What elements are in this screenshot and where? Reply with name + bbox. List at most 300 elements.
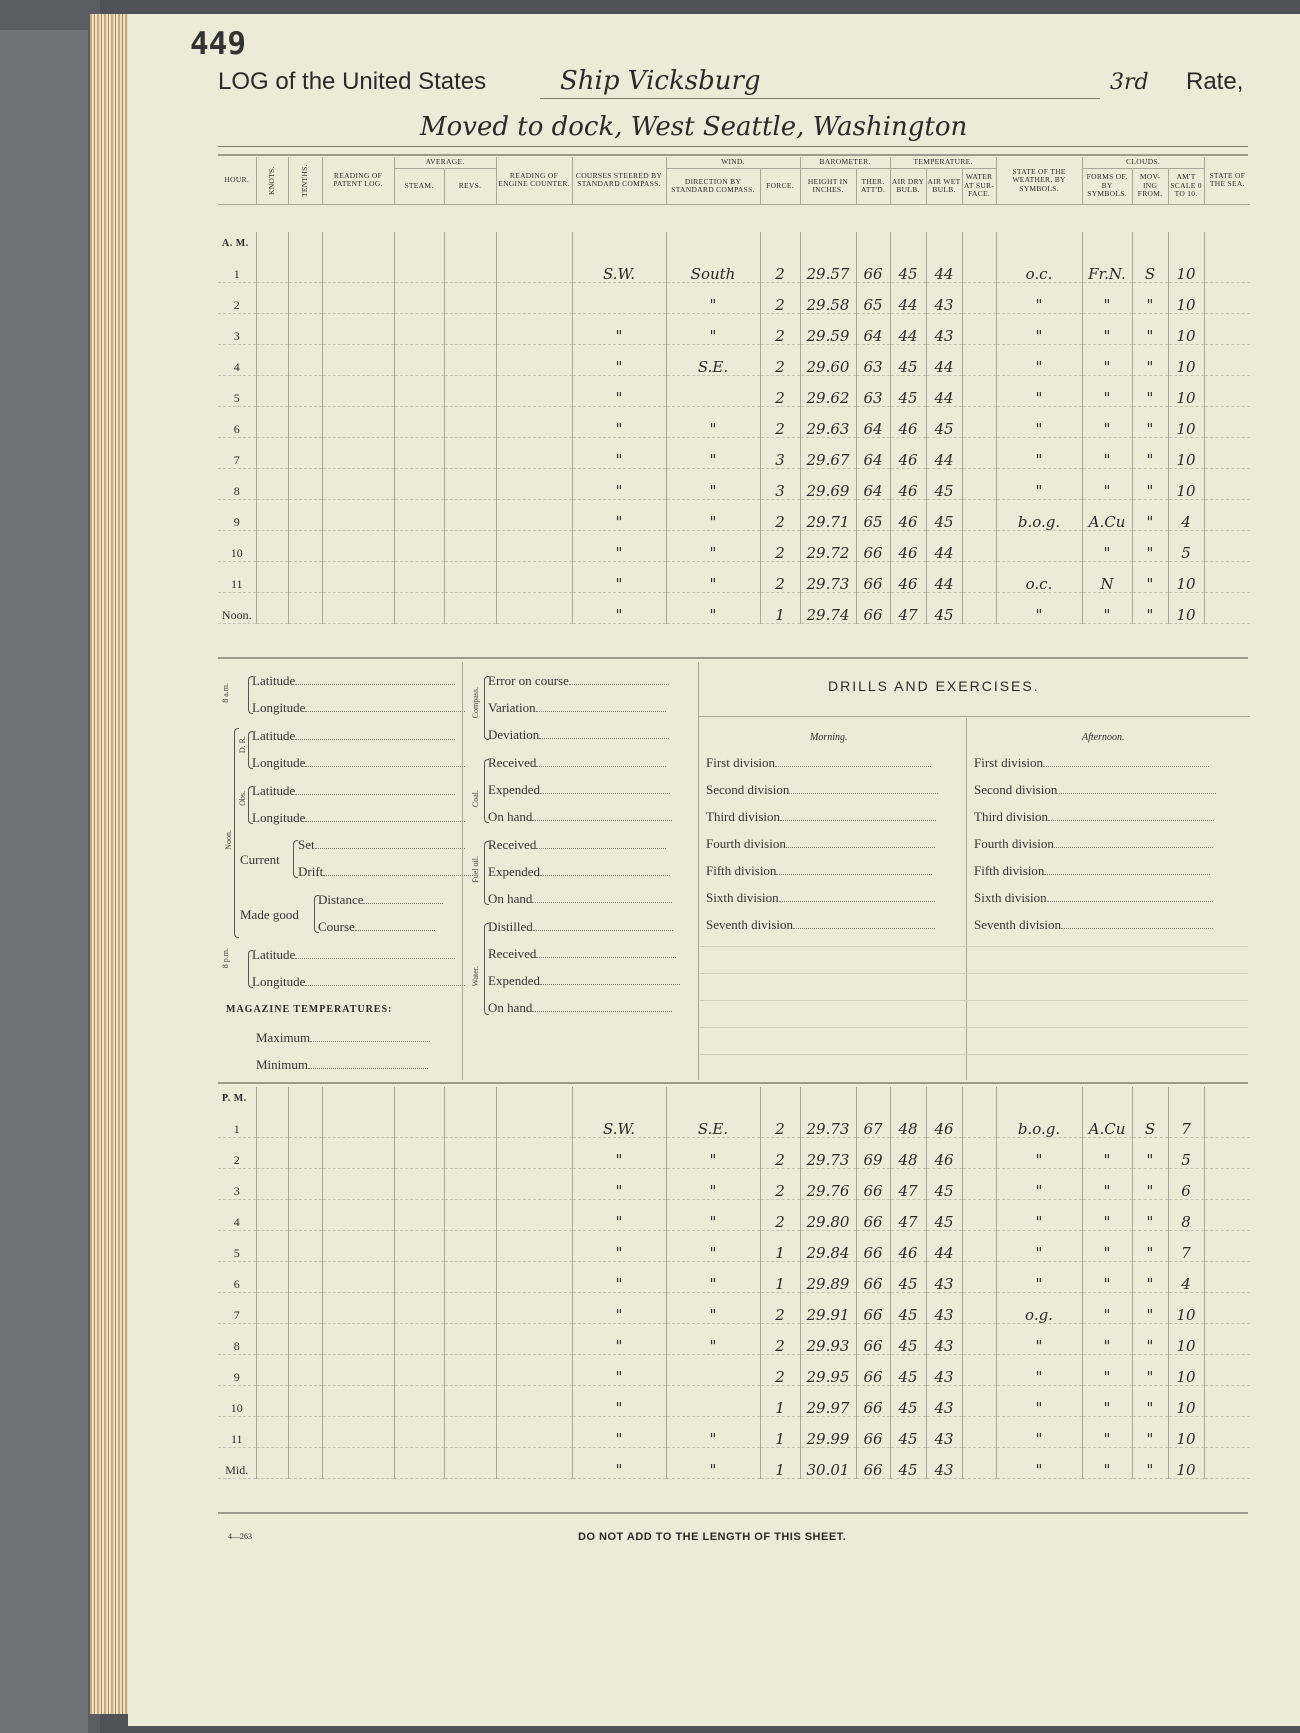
cloud-forms-cell: " (1082, 345, 1132, 376)
revs-cell (444, 1231, 496, 1262)
air-dry-cell: 46 (890, 562, 926, 593)
hour-cell: 11 (218, 562, 256, 593)
sea-cell (1204, 1417, 1250, 1448)
steam-cell (394, 593, 444, 624)
wind-force-cell: 2 (760, 1324, 800, 1355)
cloud-amount-cell: 10 (1168, 252, 1204, 283)
sea-cell (1204, 531, 1250, 562)
revs-cell (444, 1355, 496, 1386)
log-row (218, 345, 1250, 376)
wind-direction-cell: South (666, 252, 760, 283)
course-cell: " (572, 1231, 666, 1262)
hdr-cloud-amount: AM'T SCALE 0 TO 10. (1168, 168, 1204, 204)
air-wet-cell: 44 (926, 1231, 962, 1262)
cloud-amount-cell: 8 (1168, 1200, 1204, 1231)
steam-cell (394, 1231, 444, 1262)
cloud-amount-cell: 10 (1168, 593, 1204, 624)
cloud-moving-cell: " (1132, 1200, 1168, 1231)
tenths-cell (288, 345, 322, 376)
coal-received-label: Received (488, 755, 537, 770)
tenths-cell (288, 376, 322, 407)
engine-counter-cell (496, 593, 572, 624)
revs-cell (444, 1262, 496, 1293)
log-row (218, 376, 1250, 407)
weather-cell: " (996, 1262, 1082, 1293)
patent-log-cell (322, 1231, 394, 1262)
knots-cell (256, 1107, 288, 1138)
drills-title: DRILLS AND EXERCISES. (828, 678, 1040, 694)
wind-force-cell: 2 (760, 1169, 800, 1200)
air-dry-cell: 47 (890, 593, 926, 624)
hdr-air-dry: AIR DRY BULB. (890, 168, 926, 204)
ruled-line (700, 973, 1248, 974)
hdr-clouds: CLOUDS. (1082, 157, 1204, 168)
sea-cell (1204, 469, 1250, 500)
weather-cell: " (996, 438, 1082, 469)
drill-division-label: Fifth division (974, 863, 1045, 878)
hour-cell: 8 (218, 469, 256, 500)
sea-cell (1204, 1138, 1250, 1169)
barometer-ther-cell: 64 (856, 469, 890, 500)
cloud-moving-cell: S (1132, 1107, 1168, 1138)
tenths-cell (288, 562, 322, 593)
cloud-forms-cell: " (1082, 376, 1132, 407)
revs-cell (444, 1200, 496, 1231)
patent-log-cell (322, 1355, 394, 1386)
air-wet-cell: 43 (926, 1448, 962, 1479)
water-temp-cell (962, 593, 996, 624)
tenths-cell (288, 500, 322, 531)
cloud-forms-cell: " (1082, 438, 1132, 469)
wind-direction-cell: " (666, 531, 760, 562)
air-wet-cell: 45 (926, 1200, 962, 1231)
wind-direction-cell: " (666, 562, 760, 593)
label-8am: 8 a.m. (221, 683, 230, 703)
log-row (218, 500, 1250, 531)
hdr-steam: STEAM. (394, 168, 444, 204)
obs-latitude-label: Latitude (252, 783, 296, 798)
water-temp-cell (962, 345, 996, 376)
barometer-ther-cell: 66 (856, 1355, 890, 1386)
drill-division-row (974, 890, 1213, 906)
engine-counter-cell (496, 376, 572, 407)
revs-cell (444, 438, 496, 469)
am-longitude-label: Longitude (252, 700, 306, 715)
tenths-cell (288, 531, 322, 562)
engine-counter-cell (496, 1169, 572, 1200)
barometer-ther-cell: 66 (856, 1386, 890, 1417)
course-cell: " (572, 1169, 666, 1200)
tenths-cell (288, 1386, 322, 1417)
steam-cell (394, 1355, 444, 1386)
engine-counter-cell (496, 531, 572, 562)
water-temp-cell (962, 1262, 996, 1293)
cloud-moving-cell: " (1132, 283, 1168, 314)
hour-cell: 9 (218, 500, 256, 531)
water-received-label: Received (488, 946, 537, 961)
air-wet-cell: 44 (926, 562, 962, 593)
ship-name: Ship Vicksburg (560, 66, 761, 96)
patent-log-cell (322, 314, 394, 345)
drill-division-row (974, 809, 1214, 825)
wind-force-cell: 2 (760, 500, 800, 531)
hour-cell: 4 (218, 345, 256, 376)
steam-cell (394, 314, 444, 345)
tenths-cell (288, 1231, 322, 1262)
air-dry-cell: 44 (890, 314, 926, 345)
sea-cell (1204, 1200, 1250, 1231)
wind-direction-cell: " (666, 1169, 760, 1200)
air-dry-cell: 45 (890, 1448, 926, 1479)
cloud-forms-cell: " (1082, 314, 1132, 345)
air-dry-cell: 46 (890, 407, 926, 438)
patent-log-cell (322, 1200, 394, 1231)
air-wet-cell: 43 (926, 1324, 962, 1355)
sea-cell (1204, 438, 1250, 469)
engine-counter-cell (496, 1107, 572, 1138)
drill-division-row (974, 917, 1213, 933)
steam-cell (394, 1262, 444, 1293)
hdr-water: WATER AT SUR-FACE. (962, 168, 996, 204)
barometer-ther-cell: 66 (856, 531, 890, 562)
tenths-cell (288, 1355, 322, 1386)
water-temp-cell (962, 1324, 996, 1355)
hour-cell: 6 (218, 1262, 256, 1293)
wind-force-cell: 1 (760, 593, 800, 624)
air-dry-cell: 46 (890, 469, 926, 500)
engine-counter-cell (496, 1355, 572, 1386)
patent-log-cell (322, 500, 394, 531)
cloud-forms-cell: " (1082, 1231, 1132, 1262)
cloud-forms-cell: " (1082, 469, 1132, 500)
drills-morning-label: Morning. (810, 732, 848, 743)
barometer-cell: 29.89 (800, 1262, 856, 1293)
air-dry-cell: 45 (890, 1293, 926, 1324)
patent-log-cell (322, 1448, 394, 1479)
engine-counter-cell (496, 562, 572, 593)
knots-cell (256, 1417, 288, 1448)
wind-direction-cell: " (666, 1231, 760, 1262)
water-temp-cell (962, 438, 996, 469)
hdr-wind-direction: DIRECTION BY STANDARD COMPASS. (666, 168, 760, 204)
pm-top-rule (218, 1082, 1248, 1084)
hdr-barometer: BAROMETER. (800, 157, 890, 168)
log-row (218, 469, 1250, 500)
wind-force-cell: 2 (760, 376, 800, 407)
am-bottom-rule (218, 657, 1248, 659)
cloud-amount-cell: 10 (1168, 1324, 1204, 1355)
hdr-temperature: TEMPERATURE. (890, 157, 996, 168)
weather-cell: " (996, 593, 1082, 624)
air-dry-cell: 45 (890, 345, 926, 376)
course-cell: " (572, 500, 666, 531)
hdr-sea: STATE OF THE SEA. (1204, 157, 1250, 204)
air-dry-cell: 45 (890, 1386, 926, 1417)
drill-division-label: Second division (974, 782, 1058, 797)
cloud-forms-cell: " (1082, 1138, 1132, 1169)
wind-direction-cell: " (666, 469, 760, 500)
patent-log-cell (322, 1324, 394, 1355)
drill-division-row (706, 917, 935, 933)
air-dry-cell: 45 (890, 252, 926, 283)
barometer-cell: 29.58 (800, 283, 856, 314)
revs-cell (444, 1107, 496, 1138)
log-row (218, 1417, 1250, 1448)
pm-bottom-rule (218, 1512, 1248, 1514)
hdr-weather: STATE OF THE WEATHER, BY SYMBOLS. (996, 157, 1082, 204)
barometer-cell: 29.73 (800, 1107, 856, 1138)
cloud-amount-cell: 10 (1168, 1293, 1204, 1324)
steam-cell (394, 407, 444, 438)
log-row (218, 1231, 1250, 1262)
water-temp-cell (962, 314, 996, 345)
air-dry-cell: 46 (890, 500, 926, 531)
wind-force-cell: 2 (760, 562, 800, 593)
knots-cell (256, 1200, 288, 1231)
rate-value: 3rd (1110, 70, 1149, 95)
middle-divider-3 (966, 718, 967, 1080)
knots-cell (256, 438, 288, 469)
label-dr: D. R. (238, 736, 247, 754)
air-dry-cell: 45 (890, 1417, 926, 1448)
wind-direction-cell: " (666, 407, 760, 438)
current-drift-label: Drift (298, 864, 324, 879)
hour-cell: Noon. (218, 593, 256, 624)
revs-cell (444, 1169, 496, 1200)
patent-log-cell (322, 1262, 394, 1293)
cloud-moving-cell: " (1132, 1169, 1168, 1200)
course-cell: " (572, 1417, 666, 1448)
hdr-air-wet: AIR WET BULB. (926, 168, 962, 204)
air-wet-cell: 43 (926, 1355, 962, 1386)
air-wet-cell: 46 (926, 1138, 962, 1169)
course-cell: " (572, 562, 666, 593)
barometer-ther-cell: 65 (856, 500, 890, 531)
drill-division-label: Fourth division (706, 836, 786, 851)
wind-direction-cell: " (666, 593, 760, 624)
log-row (218, 1386, 1250, 1417)
hour-cell: 3 (218, 314, 256, 345)
knots-cell (256, 283, 288, 314)
ship-underline (540, 98, 1100, 99)
knots-cell (256, 593, 288, 624)
sea-cell (1204, 376, 1250, 407)
cloud-forms-cell: " (1082, 1417, 1132, 1448)
knots-cell (256, 562, 288, 593)
coal-expended-label: Expended (488, 782, 540, 797)
coal-label: Coal. (471, 790, 480, 808)
hdr-patent-log: READING OF PATENT LOG. (322, 157, 394, 204)
patent-log-cell (322, 438, 394, 469)
weather-cell: " (996, 1200, 1082, 1231)
hour-cell: 11 (218, 1417, 256, 1448)
wind-direction-cell: S.E. (666, 345, 760, 376)
drills-afternoon-label: Afternoon. (1082, 732, 1125, 743)
cloud-forms-cell: A.Cu (1082, 500, 1132, 531)
cloud-amount-cell: 10 (1168, 376, 1204, 407)
wind-direction-cell: " (666, 1417, 760, 1448)
hdr-wind-force: FORCE. (760, 168, 800, 204)
knots-cell (256, 314, 288, 345)
wind-direction-cell: " (666, 1293, 760, 1324)
cloud-forms-cell: " (1082, 1169, 1132, 1200)
steam-cell (394, 1138, 444, 1169)
water-temp-cell (962, 1107, 996, 1138)
revs-cell (444, 314, 496, 345)
log-row (218, 1107, 1250, 1138)
course-cell: " (572, 314, 666, 345)
patent-log-cell (322, 283, 394, 314)
air-wet-cell: 43 (926, 283, 962, 314)
hdr-hour: HOUR. (218, 157, 256, 204)
cloud-amount-cell: 10 (1168, 438, 1204, 469)
drill-division-row (706, 836, 935, 852)
air-dry-cell: 46 (890, 438, 926, 469)
water-temp-cell (962, 1417, 996, 1448)
revs-cell (444, 593, 496, 624)
hour-cell: 6 (218, 407, 256, 438)
barometer-ther-cell: 66 (856, 252, 890, 283)
barometer-ther-cell: 66 (856, 1231, 890, 1262)
knots-cell (256, 1293, 288, 1324)
barometer-ther-cell: 66 (856, 593, 890, 624)
water-temp-cell (962, 469, 996, 500)
drill-division-row (974, 755, 1209, 771)
cloud-forms-cell: " (1082, 1262, 1132, 1293)
knots-cell (256, 407, 288, 438)
cloud-amount-cell: 10 (1168, 1417, 1204, 1448)
tenths-cell (288, 1262, 322, 1293)
steam-cell (394, 1293, 444, 1324)
engine-counter-cell (496, 1262, 572, 1293)
drill-division-row (706, 782, 938, 798)
knots-cell (256, 531, 288, 562)
tenths-cell (288, 314, 322, 345)
cloud-moving-cell: " (1132, 500, 1168, 531)
drill-division-label: Third division (706, 809, 781, 824)
patent-log-cell (322, 345, 394, 376)
water-temp-cell (962, 1355, 996, 1386)
wind-direction-cell (666, 376, 760, 407)
wind-force-cell: 1 (760, 1262, 800, 1293)
knots-cell (256, 1231, 288, 1262)
air-wet-cell: 45 (926, 407, 962, 438)
engine-counter-cell (496, 1324, 572, 1355)
cloud-amount-cell: 10 (1168, 283, 1204, 314)
rate-label: Rate, (1186, 68, 1244, 95)
sea-cell (1204, 1324, 1250, 1355)
form-number: 4—263 (228, 1532, 252, 1541)
water-temp-cell (962, 1231, 996, 1262)
hour-cell: 10 (218, 531, 256, 562)
steam-cell (394, 345, 444, 376)
engine-counter-cell (496, 407, 572, 438)
am-log-table (218, 232, 1250, 624)
patent-log-cell (322, 1138, 394, 1169)
log-row (218, 1355, 1250, 1386)
log-row (218, 1200, 1250, 1231)
hdr-baro-height: HEIGHT IN INCHES. (800, 168, 856, 204)
knots-cell (256, 1138, 288, 1169)
engine-counter-cell (496, 438, 572, 469)
cloud-moving-cell: " (1132, 1324, 1168, 1355)
engine-counter-cell (496, 1293, 572, 1324)
magazine-maximum-label: Maximum (256, 1030, 311, 1045)
fuel-oil-expended-label: Expended (488, 864, 540, 879)
log-row (218, 1262, 1250, 1293)
wind-force-cell: 2 (760, 407, 800, 438)
revs-cell (444, 252, 496, 283)
hdr-engine-counter: READING OF ENGINE COUNTER. (496, 157, 572, 204)
compass-deviation-label: Deviation (488, 727, 540, 742)
ruled-line (700, 1027, 1248, 1028)
barometer-cell: 29.67 (800, 438, 856, 469)
air-dry-cell: 46 (890, 1231, 926, 1262)
hdr-wind: WIND. (666, 157, 800, 168)
barometer-ther-cell: 66 (856, 1169, 890, 1200)
cloud-amount-cell: 4 (1168, 500, 1204, 531)
wind-direction-cell: " (666, 1448, 760, 1479)
steam-cell (394, 376, 444, 407)
cloud-amount-cell: 4 (1168, 1262, 1204, 1293)
cloud-moving-cell: " (1132, 593, 1168, 624)
wind-direction-cell: " (666, 283, 760, 314)
barometer-cell: 29.73 (800, 1138, 856, 1169)
patent-log-cell (322, 1169, 394, 1200)
air-dry-cell: 45 (890, 1324, 926, 1355)
am-label: A. M. (222, 238, 249, 249)
log-row (218, 1324, 1250, 1355)
patent-log-cell (322, 252, 394, 283)
air-dry-cell: 48 (890, 1107, 926, 1138)
cloud-moving-cell: " (1132, 1386, 1168, 1417)
cloud-moving-cell: " (1132, 531, 1168, 562)
hour-cell: 5 (218, 376, 256, 407)
hour-cell: 2 (218, 283, 256, 314)
patent-log-cell (322, 1293, 394, 1324)
water-distilled-label: Distilled (488, 919, 533, 934)
wind-direction-cell: " (666, 500, 760, 531)
engine-counter-cell (496, 469, 572, 500)
barometer-cell: 29.84 (800, 1231, 856, 1262)
label-noon: Noon. (224, 830, 233, 850)
weather-cell: " (996, 1231, 1082, 1262)
cloud-amount-cell: 5 (1168, 531, 1204, 562)
barometer-ther-cell: 67 (856, 1107, 890, 1138)
sea-cell (1204, 314, 1250, 345)
revs-cell (444, 469, 496, 500)
steam-cell (394, 1448, 444, 1479)
course-cell: " (572, 593, 666, 624)
barometer-ther-cell: 63 (856, 345, 890, 376)
steam-cell (394, 500, 444, 531)
patent-log-cell (322, 1386, 394, 1417)
wind-force-cell: 2 (760, 1138, 800, 1169)
air-dry-cell: 45 (890, 376, 926, 407)
tenths-cell (288, 283, 322, 314)
air-wet-cell: 45 (926, 469, 962, 500)
wind-direction-cell: " (666, 1324, 760, 1355)
made-good-label: Made good (240, 907, 299, 922)
cloud-moving-cell: " (1132, 1231, 1168, 1262)
obs-longitude-label: Longitude (252, 810, 306, 825)
hour-cell: 7 (218, 438, 256, 469)
wind-force-cell: 1 (760, 1231, 800, 1262)
wind-force-cell: 2 (760, 283, 800, 314)
air-dry-cell: 45 (890, 1355, 926, 1386)
barometer-ther-cell: 65 (856, 283, 890, 314)
log-row (218, 562, 1250, 593)
